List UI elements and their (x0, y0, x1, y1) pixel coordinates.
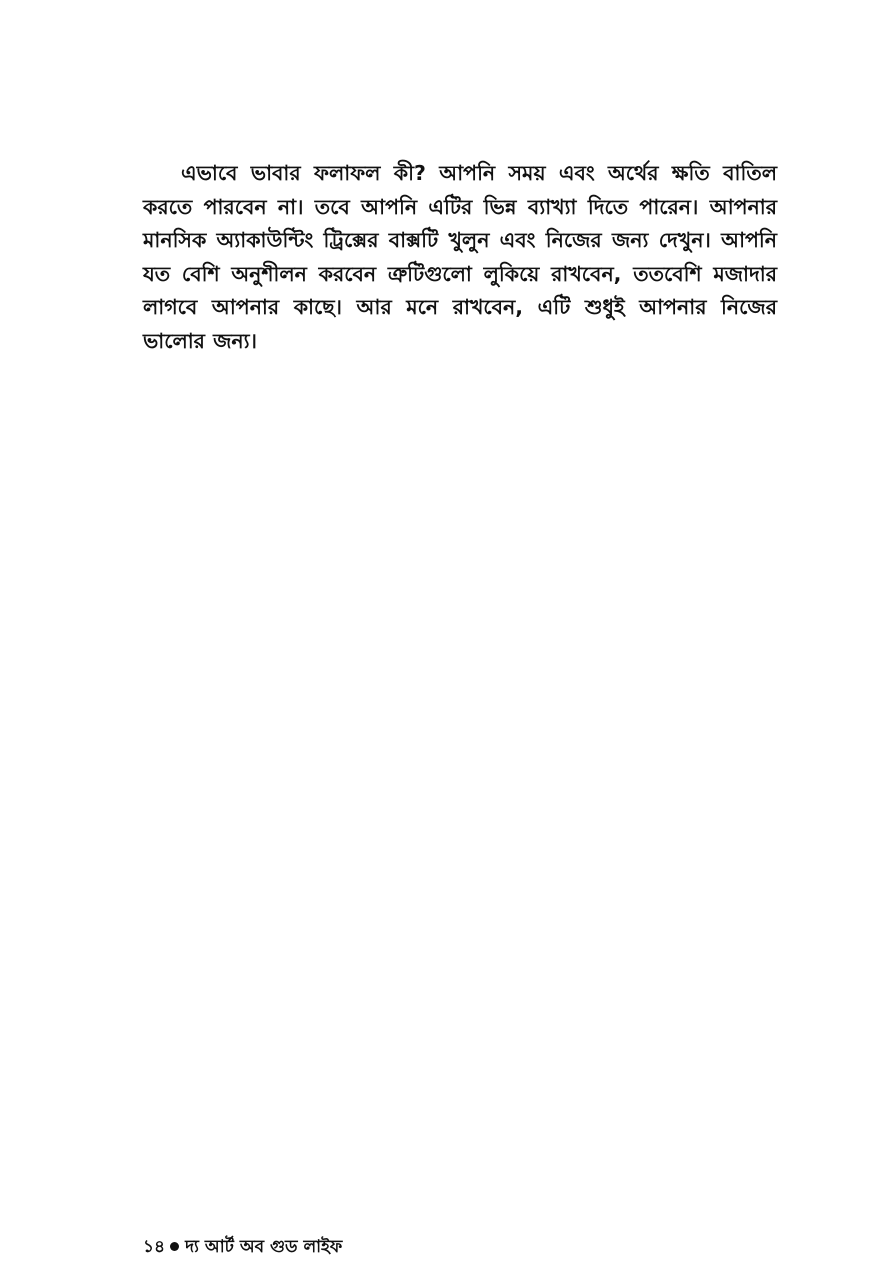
running-title: দ্য আর্ট অব গুড লাইফ (185, 1237, 343, 1257)
page-footer (143, 1235, 342, 1259)
body-paragraph: এভাবে ভাবার ফলাফল কী? আপনি সময় এবং অর্থের ক্ষতি বাতিল করতে পারবেন না। তবে আপনি এটির ভিন্ন ব্যাখ্যা দিতে পারেন। আপনার মানসিক অ্যাকাউন্টিং ট্রিক্সের বাক্সটি খুলুন এবং নিজের জন্য দেখুন। আপনি যত বেশি অনুশীলন করবেন ত্রুটিগুলো লুকিয়ে রাখবেন, ততবেশি মজাদার লাগবে আপনার কাছে। আর মনে রাখবেন, এটি শুধুই আপনার নিজের ভালোর জন্য। (143, 161, 777, 353)
bullet-separator-icon (170, 1242, 179, 1251)
page-number: ১৪ (143, 1237, 166, 1257)
